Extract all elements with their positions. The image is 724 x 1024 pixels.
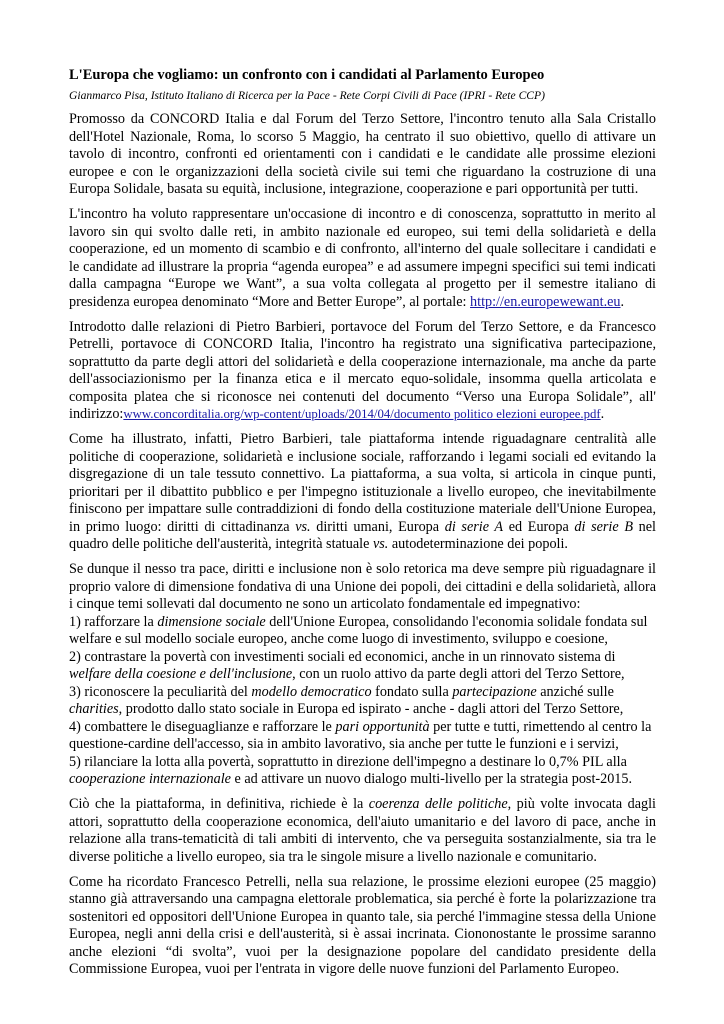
paragraph-4-text: nel quadro delle politiche dell'austerità, integrità statuale [69,518,656,552]
paragraph-4-text: Come ha illustrato, infatti, Pietro Barbieri, tale piattaforma intende riguadagnare centralità alle politiche di cooperazione, solidarietà e inclusione sociale, rafforzando i legami sociali ed evitando la disgregazione di un tale tessuto connettivo. La piattaforma, a sua volta, si articola in cinque punti, prioritari per il dibattito pubblico e per l'impegno istituzionale a livello europeo, che inevitabilmente finiscono per impattare sulle contraddizioni di fondo della costituzione materiale dell'Unione Europea, in primo luogo: diritti di cittadinanza [69,431,656,535]
list-item-text: 3) riconoscere la peculiarità del [69,683,252,700]
paragraph-2: L'incontro ha voluto rappresentare un'occasione di incontro e di conoscenza, soprattutto in merito al lavoro sin qui svolto dalle reti, in ambito nazionale ed europeo, sui temi della solidarietà e della cooperazione, ed un momento di scambio e di confronto, all'interno del quale sollecitare i candidati e le candidate ad illustrare la propria “agenda europea” e ad assumere impegni specifici sui temi indicati dalla campagna “Europe we Want”, a sua volta collegata al progetto per il semestre italiano di presidenza europea denominato “More and Better Europe”, al portale: http://en.europewewant.eu. [69,206,656,310]
emphasis: pari opportunità [335,718,430,735]
list-item-text: 1) rafforzare la [69,613,158,630]
paragraph-4-text: ed Europa [503,518,575,535]
paragraph-2-text: L'incontro ha voluto rappresentare un'occasione di incontro e di conoscenza, soprattutto in merito al lavoro sin qui svolto dalle reti, in ambito nazionale ed europeo, sui temi della solidarietà e della cooperazione, ed un momento di scambio e di confronto, all'interno del quale sollecitare i candidati e le candidate ad illustrare la propria “agenda europea” e ad assumere impegni specifici sui temi indicati dalla campagna “Europe we Want”, a sua volta collegata al progetto per il semestre italiano di presidenza europea denominato “More and Better Europe”, al portale: [69,206,656,310]
paragraph-5: Se dunque il nesso tra pace, diritti e inclusione non è solo retorica ma deve sempre più riguadagnare il proprio valore di dimensione fondativa di una Unione dei popoli, dei cittadini e della solidarietà, allora i cinque temi sollevati dal documento ne sono un articolato fondamentale ed impegnativo: [69,561,656,612]
list-item-text: anziché sulle [536,683,614,700]
list-item-text: per tutte e tutti, rimettendo al centro la questione-cardine dell'accesso, sia in ambito lavorativo, sia anche per tutte le funzioni e i servizi, [69,718,652,752]
list-item [69,719,656,754]
emphasis: charities [69,701,119,717]
list-item-text: , con un ruolo attivo da parte degli attori del Terzo Settore, [292,666,625,682]
paragraph-1: Promosso da CONCORD Italia e dal Forum del Terzo Settore, l'incontro tenuto alla Sala Cristallo dell'Hotel Nazionale, Roma, lo scorso 5 Maggio, ha centrato il suo obiettivo, quello di attivare un tavolo di incontro, confronti ed orientamenti con i candidati e le candidate alle prossime elezioni europee e con le organizzazioni della società civile sui temi che riguardano la costruzione di una Europa Solidale, basata su equità, inclusione, integrazione, cooperazione e pari opportunità per tutti. [69,111,656,197]
paragraph-6 [69,796,656,866]
emphasis: coerenza delle politiche [368,796,508,812]
article-author: Gianmarco Pisa, Istituto Italiano di Ricerca per la Pace - Rete Corpi Civili di Pace (IPRI - Rete CCP) [69,89,545,102]
emphasis: partecipazione [452,683,537,700]
list-item-text: dell'Unione Europea, consolidando l'economia solidale fondata sul welfare e sul modello sociale europeo, anche come luogo di investimento, sviluppo e coesione, [69,613,648,647]
emphasis: vs. [372,536,389,552]
emphasis: vs. [295,518,311,535]
list-item [69,649,656,684]
paragraph-6-text: , più volte invocata dagli attori, soprattutto della cooperazione economica, dell'aiuto umanitario e del lavoro di pace, anche in relazione alla trans-tematicità di tali ambiti di intervento, che va perseguita sostanzialmente, sia tra le diverse politiche a livello europeo, sia tra le singole misure a livello nazionale e comunitario. [69,796,656,865]
emphasis: modello democratico [251,683,372,700]
list-item [69,614,656,649]
emphasis: welfare della coesione e dell'inclusione [69,666,293,682]
list-item [69,754,656,789]
document-page [69,66,656,986]
emphasis: di serie A [444,518,504,535]
concorditalia-link[interactable]: www.concorditalia.org/wp-content/uploads/2014/04/documento politico elezioni europee.pdf [123,407,601,421]
paragraph-3-text: Introdotto dalle relazioni di Pietro Barbieri, portavoce del Forum del Terzo Settore, e da Francesco Petrelli, portavoce di CONCORD Italia, l'incontro ha registrato una significativa partecipazione, soprattutto da parte degli attori del solidarietà e della cooperazione internazionale, ma anche da parte dell'associazionismo per la finanza etica e il mercato equo-solidale, insomma quella articolata e composita platea che si riconosce nei contenuti del documento “Verso una Europa Solidale”, all' indirizzo: [69,318,656,422]
list-item-text: fondato sulla [371,683,453,700]
emphasis: dimensione sociale [157,613,266,630]
list-item-text: , prodotto dallo stato sociale in Europa ed ispirato - anche - dagli attori del Terzo Settore, [118,701,624,717]
paragraph-4-text: diritti umani, Europa [310,518,445,535]
paragraph-4-text: autodeterminazione dei popoli. [388,536,568,552]
paragraph-6-text: Ciò che la piattaforma, in definitiva, richiede è la [69,796,369,812]
emphasis: cooperazione internazionale [69,771,231,787]
list-item-text: 2) contrastare la povertà con investimenti sociali ed economici, anche in un rinnovato sistema di [69,648,616,665]
article-title: L'Europa che vogliamo: un confronto con i candidati al Parlamento Europeo [69,67,545,83]
themes-list [69,614,656,789]
list-item-text: 4) combattere le diseguaglianze e rafforzare le [69,718,336,735]
emphasis: di serie B [574,518,633,535]
list-item-text: 5) rilanciare la lotta alla povertà, soprattutto in direzione dell'impegno a destinare lo 0,7% PIL alla [69,753,627,770]
list-item-text: e ad attivare un nuovo dialogo multi-livello per la strategia post-2015. [230,771,633,787]
paragraph-3: Introdotto dalle relazioni di Pietro Barbieri, portavoce del Forum del Terzo Settore, e da Francesco Petrelli, portavoce di CONCORD Italia, l'incontro ha registrato una significativa partecipazione, soprattutto da parte degli attori del solidarietà e della cooperazione internazionale, ma anche da parte dell'associazionismo per la finanza etica e il mercato equo-solidale, insomma quella articolata e composita platea che si riconosce nei contenuti del documento “Verso una Europa Solidale”, all' indirizzo:www.concorditalia.org/wp-content/uploads/2014/04/documento politico elezioni europee.pdf. [69,318,656,422]
list-item [69,684,656,719]
paragraph-7: Come ha ricordato Francesco Petrelli, nella sua relazione, le prossime elezioni europee (25 maggio) stanno già attraversando una campagna elettorale problematica, sia perché è forte la polarizzazione tra sostenitori ed oppositori dell'Unione Europea in quanto tale, sia perché l'immagine stessa della Unione Europea, negli anni della crisi e dell'austerità, si è assai incrinata. Ciononostante le prossime saranno anche elezioni “di svolta”, vuoi per la designazione popolare del candidato presidente della Commissione Europea, vuoi per l'entrata in vigore delle nuove funzioni del Parlamento Europeo. [69,873,656,977]
paragraph-4 [69,431,656,554]
europewewant-link[interactable]: http://en.europewewant.eu [470,293,621,310]
